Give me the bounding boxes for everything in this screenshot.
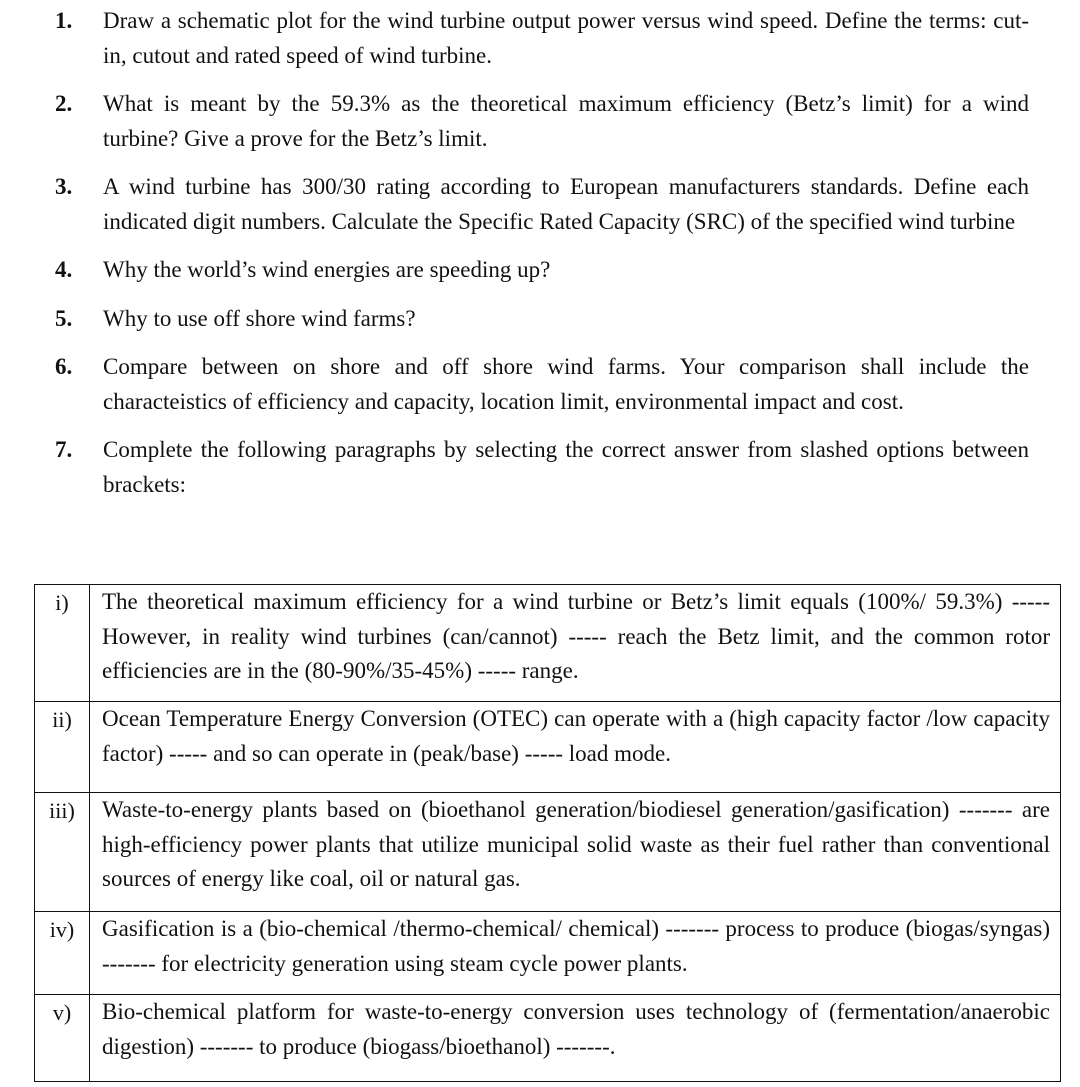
item-label: i): [35, 585, 90, 702]
item-text: Waste-to-energy plants based on (bioethanol generation/biodiesel generation/gasification) ------- are high-efficiency power plants that utilize municipal solid waste as their fuel rather than conventional sources of energy like coal, oil or natural gas.: [90, 793, 1061, 912]
question-number: 1.: [55, 8, 73, 33]
table-row: [35, 995, 1061, 1082]
question-list: [0, 4, 1080, 516]
question-number: 3.: [55, 174, 73, 199]
question-item: [0, 350, 1080, 419]
question-text: Why the world’s wind energies are speeding up?: [103, 257, 551, 282]
question-item: [0, 253, 1080, 288]
item-label: v): [35, 995, 90, 1082]
question-text: What is meant by the 59.3% as the theoretical maximum efficiency (Betz’s limit) for a wind turbine? Give a prove for the Betz’s limit.: [103, 91, 1029, 151]
question-item: [0, 170, 1080, 239]
item-label: ii): [35, 702, 90, 793]
table-row: [35, 702, 1061, 793]
question-item: [0, 302, 1080, 337]
question-text: Why to use off shore wind farms?: [103, 305, 416, 331]
item-text: Gasification is a (bio-chemical /thermo-chemical/ chemical) ------- process to produce (biogas/syngas) ------- for electricity generation using steam cycle power plants.: [90, 912, 1061, 995]
table-row: [35, 912, 1061, 995]
item-label: iv): [35, 912, 90, 995]
question-number: 5.: [55, 305, 73, 331]
table-row: [35, 585, 1061, 702]
item-text: Bio-chemical platform for waste-to-energy conversion uses technology of (fermentation/anaerobic digestion) ------- to produce (biogass/bioethanol) -------.: [90, 995, 1061, 1082]
question-number: 2.: [55, 91, 73, 116]
question-text: Compare between on shore and off shore wind farms. Your comparison shall include the characteistics of efficiency and capacity, location limit, environmental impact and cost.: [103, 354, 1029, 414]
question-number: 6.: [55, 354, 73, 379]
question-text: Draw a schematic plot for the wind turbine output power versus wind speed. Define the terms: cut-in, cutout and rated speed of wind turbine.: [103, 8, 1029, 68]
item-text: The theoretical maximum efficiency for a wind turbine or Betz’s limit equals (100%/ 59.3%) ----- However, in reality wind turbines (can/cannot) ----- reach the Betz limit, and the common rotor efficiencies are in the (80-90%/35-45%) ----- range.: [90, 585, 1061, 702]
item-label: iii): [35, 793, 90, 912]
question-item: [0, 433, 1080, 502]
question-item: [0, 4, 1080, 73]
fill-in-table: [34, 584, 1061, 1082]
question-text: A wind turbine has 300/30 rating according to European manufacturers standards. Define each indicated digit numbers. Calculate the Specific Rated Capacity (SRC) of the specified wind turbine: [103, 174, 1029, 234]
table-row: [35, 793, 1061, 912]
question-text: Complete the following paragraphs by selecting the correct answer from slashed options between brackets:: [103, 437, 1029, 497]
question-item: [0, 87, 1080, 156]
item-text: Ocean Temperature Energy Conversion (OTEC) can operate with a (high capacity factor /low capacity factor) ----- and so can operate in (peak/base) ----- load mode.: [90, 702, 1061, 793]
question-number: 7.: [55, 437, 73, 462]
question-number: 4.: [55, 257, 73, 282]
